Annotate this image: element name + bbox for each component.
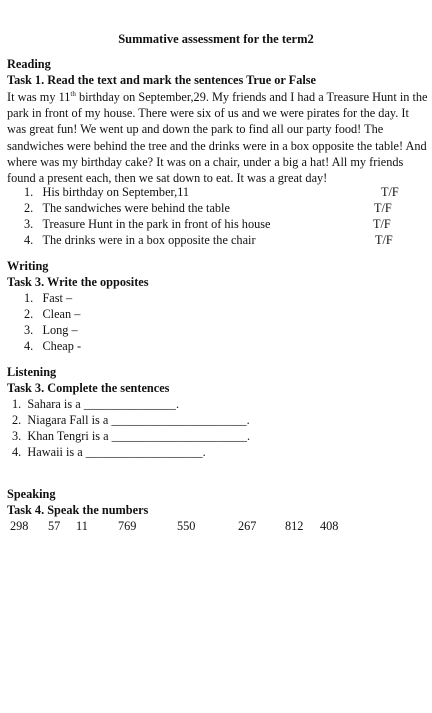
item-number: 1.	[24, 291, 34, 305]
reading-item-4	[24, 233, 256, 248]
writing-heading: Writing	[7, 259, 49, 273]
item-number: 4.	[12, 445, 22, 459]
listening-item-1	[12, 397, 179, 412]
ordinal-suffix: th	[70, 89, 76, 98]
listening-task-title: Task 3. Complete the sentences	[7, 381, 170, 395]
writing-task-title: Task 3. Write the opposites	[7, 275, 149, 289]
item-text: Long –	[42, 323, 78, 337]
number-item: 408	[320, 519, 339, 533]
speaking-heading: Speaking	[7, 487, 56, 501]
number-item: 298	[10, 519, 29, 533]
writing-item-4	[24, 339, 81, 354]
listening-item-4	[12, 445, 206, 460]
item-text: Hawaii is a ___________________.	[27, 445, 206, 459]
item-number: 3.	[12, 429, 22, 443]
item-text: Cheap -	[42, 339, 82, 353]
item-number: 4.	[24, 233, 34, 247]
true-false-option: T/F	[374, 201, 392, 215]
writing-item-3	[24, 323, 78, 338]
item-text: The drinks were in a box opposite the chair	[42, 233, 256, 247]
listening-item-3	[12, 429, 250, 444]
writing-item-1	[24, 291, 72, 306]
item-number: 2.	[12, 413, 22, 427]
reading-item-2	[24, 201, 230, 216]
passage-rest: birthday on September,29. My friends and I had a Treasure Hunt in the park in front of my house. There were six of us and we were pirates for the day. It was great fun! We went up and down the park to find all our party food! The sandwiches were behind the tree and the drinks were in a box opposite the table! And where was my birthday cake? It was on a chair, under a big a hat! All my friends found a present each, then we sat down to eat. It was a great day!	[7, 90, 428, 186]
item-text: Clean –	[42, 307, 81, 321]
reading-task-title: Task 1. Read the text and mark the sentences True or False	[7, 73, 317, 87]
true-false-option: T/F	[375, 233, 393, 247]
item-text: Fast –	[42, 291, 73, 305]
reading-item-1	[24, 185, 189, 200]
item-text: His birthday on September,11	[42, 185, 190, 199]
speaking-task-title: Task 4. Speak the numbers	[7, 503, 149, 517]
item-text: Treasure Hunt in the park in front of his house	[42, 217, 271, 231]
item-number: 1.	[24, 185, 34, 199]
writing-item-2	[24, 307, 80, 322]
item-number: 2.	[24, 307, 34, 321]
number-item: 11	[76, 519, 88, 533]
page-title: Summative assessment for the term2	[118, 32, 314, 46]
item-text: Khan Tengri is a ______________________.	[27, 429, 251, 443]
number-item: 267	[238, 519, 257, 533]
number-item: 812	[285, 519, 304, 533]
number-item: 550	[177, 519, 196, 533]
item-number: 4.	[24, 339, 34, 353]
passage-start: It was my 11	[7, 90, 71, 104]
item-text: The sandwiches were behind the table	[42, 201, 230, 215]
item-number: 1.	[12, 397, 22, 411]
item-number: 3.	[24, 217, 34, 231]
number-item: 769	[118, 519, 137, 533]
number-item: 57	[48, 519, 61, 533]
item-number: 2.	[24, 201, 34, 215]
reading-item-3	[24, 217, 271, 232]
reading-passage	[7, 89, 431, 186]
listening-heading: Listening	[7, 365, 57, 379]
reading-heading: Reading	[7, 57, 51, 71]
true-false-option: T/F	[381, 185, 399, 199]
item-text: Niagara Fall is a ______________________.	[27, 413, 250, 427]
true-false-option: T/F	[373, 217, 391, 231]
item-text: Sahara is a _______________.	[27, 397, 180, 411]
item-number: 3.	[24, 323, 34, 337]
listening-item-2	[12, 413, 250, 428]
